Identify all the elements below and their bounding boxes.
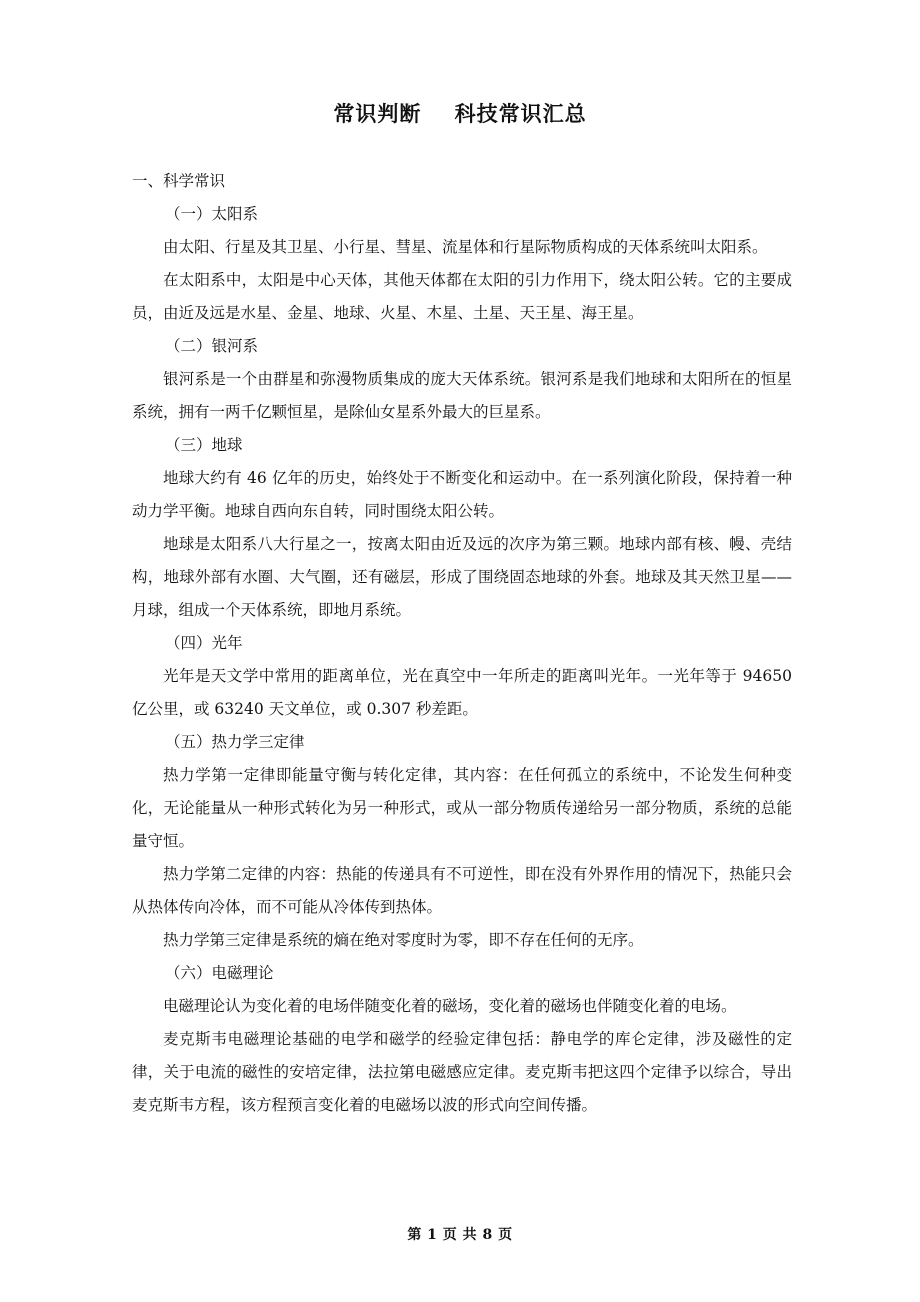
paragraph-thermo-1: 热力学第一定律即能量守衡与转化定律，其内容：在任何孤立的系统中，不论发生何种变化，无论能量从一种形式转化为另一种形式，或从一部分物质传递给另一部分物质，系统的总能量守恒。 bbox=[132, 766, 792, 850]
paragraph-solar-2: 在太阳系中，太阳是中心天体，其他天体都在太阳的引力作用下，绕太阳公转。它的主要成员，由近及远是水星、金星、地球、火星、木星、土星、天王星、海王星。 bbox=[132, 271, 792, 322]
subheading-galaxy: （二）银河系 bbox=[165, 337, 259, 355]
paragraph-em-2: 麦克斯韦电磁理论基础的电学和磁学的经验定律包括：静电学的库仑定律，涉及磁性的定律，关于电流的磁性的安培定律，法拉第电磁感应定律。麦克斯韦把这四个定律予以综合，导出麦克斯韦方程，该方程预言变化着的电磁场以波的形式向空间传播。 bbox=[132, 1030, 792, 1114]
document-body bbox=[132, 165, 792, 1122]
paragraph-earth-2: 地球是太阳系八大行星之一，按离太阳由近及远的次序为第三颗。地球内部有核、幔、壳结构，地球外部有水圈、大气圈，还有磁层，形成了围绕固态地球的外套。地球及其天然卫星——月球，组成一个天体系统，即地月系统。 bbox=[132, 535, 792, 619]
subheading-thermodynamics: （五）热力学三定律 bbox=[165, 733, 305, 751]
page-footer: 第 1 页 共 8 页 bbox=[407, 1227, 513, 1243]
section-heading-science: 一、科学常识 bbox=[132, 172, 226, 190]
paragraph-thermo-3: 热力学第三定律是系统的熵在绝对零度时为零，即不存在任何的无序。 bbox=[163, 931, 644, 949]
paragraph-thermo-2: 热力学第二定律的内容：热能的传递具有不可逆性，即在没有外界作用的情况下，热能只会从热体传向冷体，而不可能从冷体传到热体。 bbox=[132, 865, 792, 916]
paragraph-solar-1: 由太阳、行星及其卫星、小行星、彗星、流星体和行星际物质构成的天体系统叫太阳系。 bbox=[163, 238, 768, 256]
paragraph-galaxy-1: 银河系是一个由群星和弥漫物质集成的庞大天体系统。银河系是我们地球和太阳所在的恒星系统，拥有一两千亿颗恒星，是除仙女星系外最大的巨星系。 bbox=[132, 370, 792, 421]
subheading-earth: （三）地球 bbox=[165, 436, 243, 454]
paragraph-earth-1: 地球大约有 46 亿年的历史，始终处于不断变化和运动中。在一系列演化阶段，保持着一种动力学平衡。地球自西向东自转，同时围绕太阳公转。 bbox=[132, 469, 792, 520]
subheading-solar-system: （一）太阳系 bbox=[165, 205, 259, 223]
page-title: 常识判断 科技常识汇总 bbox=[333, 101, 587, 126]
paragraph-lightyear-1: 光年是天文学中常用的距离单位，光在真空中一年所走的距离叫光年。一光年等于 94650 亿公里，或 63240 天文单位，或 0.307 秒差距。 bbox=[132, 667, 792, 718]
paragraph-em-1: 电磁理论认为变化着的电场伴随变化着的磁场，变化着的磁场也伴随变化着的电场。 bbox=[163, 997, 737, 1015]
subheading-lightyear: （四）光年 bbox=[165, 634, 243, 652]
subheading-electromagnetism: （六）电磁理论 bbox=[165, 964, 274, 982]
